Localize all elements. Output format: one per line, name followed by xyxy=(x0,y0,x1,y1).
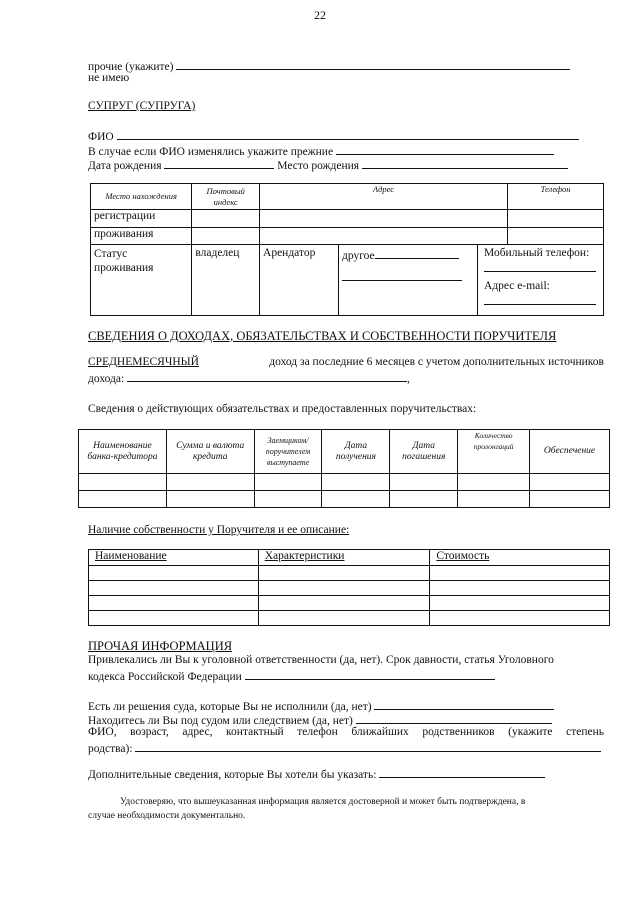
address-table-header xyxy=(91,184,604,210)
relatives-line1: ФИО, возраст, адрес, контактный телефон ближайших родственников (укажите степень xyxy=(88,726,604,738)
spouse-address-table xyxy=(90,183,604,316)
spouse-fio-label: ФИО xyxy=(88,131,114,143)
table-cell[interactable] xyxy=(258,566,430,581)
table-cell[interactable] xyxy=(89,611,259,626)
registration-address-cell[interactable] xyxy=(260,210,508,228)
table-cell[interactable] xyxy=(458,474,530,491)
property-header xyxy=(89,550,610,566)
additional-label: Дополнительные сведения, которые Вы хотели бы указать: xyxy=(88,769,377,781)
prop-header-name: Наименование xyxy=(95,550,167,562)
criminal-question-line1: Привлекались ли Вы к уголовной ответственности (да, нет). Срок давности, статья Уголовного xyxy=(88,654,554,666)
certification-text xyxy=(88,795,608,823)
table-row xyxy=(89,581,610,596)
table-cell[interactable] xyxy=(79,491,167,508)
additional-field[interactable] xyxy=(379,766,545,778)
obligations-table xyxy=(78,429,610,508)
ob-header-date-received: Дата получения xyxy=(322,430,390,474)
relatives-row2 xyxy=(88,740,608,755)
table-cell[interactable] xyxy=(254,491,322,508)
header-location: Место нахождения xyxy=(91,184,192,210)
status-other-option[interactable] xyxy=(339,245,478,315)
table-cell[interactable] xyxy=(430,611,610,626)
income-field[interactable] xyxy=(127,370,407,382)
spouse-birth-date-label: Дата рождения xyxy=(88,160,162,172)
status-owner-option[interactable]: владелец xyxy=(192,245,260,316)
spouse-section-title: СУПРУГ (СУПРУГА) xyxy=(88,100,196,112)
table-cell[interactable] xyxy=(254,474,322,491)
income-description: доход за последние 6 месяцев с учетом дополнительных источников xyxy=(269,356,604,368)
income-row xyxy=(88,356,604,368)
under-trial-label: Находитесь ли Вы под судом или следствием (да, нет) xyxy=(88,715,353,727)
table-cell[interactable] xyxy=(430,596,610,611)
status-other-label: другое xyxy=(342,250,375,262)
other-assets-label: прочие (укажите) xyxy=(88,61,174,73)
other-info-title: ПРОЧАЯ ИНФОРМАЦИЯ xyxy=(88,639,233,653)
registration-postal-cell[interactable] xyxy=(192,210,260,228)
ob-header-security: Обеспечение xyxy=(530,430,610,474)
email-field[interactable] xyxy=(484,292,596,305)
table-cell[interactable] xyxy=(390,491,458,508)
property-label: Наличие собственности у Поручителя и ее описание: xyxy=(88,524,350,536)
table-row xyxy=(89,596,610,611)
obligations-header xyxy=(79,430,610,474)
header-postal-code: Почтовый индекс xyxy=(192,184,260,210)
table-cell[interactable] xyxy=(258,596,430,611)
table-cell[interactable] xyxy=(458,491,530,508)
table-cell[interactable] xyxy=(89,566,259,581)
table-cell[interactable] xyxy=(530,474,610,491)
court-decisions-row xyxy=(88,698,608,713)
table-cell[interactable] xyxy=(258,611,430,626)
spouse-prev-fio-field[interactable] xyxy=(336,143,554,155)
prop-header-specs-cell xyxy=(258,550,430,566)
spouse-fio-row xyxy=(88,128,588,143)
table-cell[interactable] xyxy=(166,491,254,508)
table-cell[interactable] xyxy=(322,491,390,508)
additional-row xyxy=(88,766,608,781)
ob-header-prolongations: Количество пролонгаций xyxy=(458,430,530,474)
spouse-birth-date-field[interactable] xyxy=(164,157,274,169)
other-assets-field[interactable] xyxy=(176,58,570,70)
table-cell[interactable] xyxy=(79,474,167,491)
prop-header-value-cell xyxy=(430,550,610,566)
guarantor-section-title: СВЕДЕНИЯ О ДОХОДАХ, ОБЯЗАТЕЛЬСТВАХ И СОБСТВЕННОСТИ ПОРУЧИТЕЛЯ xyxy=(88,329,557,343)
table-cell[interactable] xyxy=(430,566,610,581)
row-status xyxy=(91,245,604,316)
relatives-line2: родства): xyxy=(88,743,133,755)
table-cell[interactable] xyxy=(89,581,259,596)
under-trial-row xyxy=(88,712,608,727)
table-cell[interactable] xyxy=(89,596,259,611)
table-cell[interactable] xyxy=(322,474,390,491)
criminal-question-row2 xyxy=(88,668,588,683)
table-cell[interactable] xyxy=(390,474,458,491)
spouse-fio-field[interactable] xyxy=(117,128,579,140)
table-cell[interactable] xyxy=(258,581,430,596)
spouse-birth-row xyxy=(88,157,588,172)
ob-header-amount: Сумма и валюта кредита xyxy=(166,430,254,474)
contact-cell xyxy=(478,245,603,315)
prop-header-name-cell xyxy=(89,550,259,566)
email-label: Адрес e-mail: xyxy=(484,280,550,292)
income-label: дохода: xyxy=(88,373,125,385)
table-row xyxy=(89,611,610,626)
header-address: Адрес xyxy=(260,184,508,210)
ob-header-date-repaid: Дата погашения xyxy=(390,430,458,474)
table-cell[interactable] xyxy=(430,581,610,596)
row-registration-label: регистрации xyxy=(91,210,192,228)
certification-line1: Удостоверяю, что вышеуказанная информация является достоверной и может быть подтверждена, в xyxy=(120,797,526,807)
status-other-field[interactable] xyxy=(375,247,459,259)
row-registration xyxy=(91,210,604,228)
under-trial-field[interactable] xyxy=(356,712,552,724)
prop-header-value: Стоимость xyxy=(436,550,490,562)
ob-header-role: Заемщиком/ поручителем выступаете xyxy=(254,430,322,474)
table-row xyxy=(79,491,610,508)
prop-header-specs: Характеристики xyxy=(264,550,345,562)
status-other-field-2[interactable] xyxy=(342,268,462,281)
status-options-cell xyxy=(260,245,604,316)
other-assets-row xyxy=(88,58,588,73)
status-label: Статус проживания xyxy=(91,245,192,316)
income-row-2: дохода: , xyxy=(88,370,588,385)
criminal-question-line2: кодекса Российской Федерации xyxy=(88,671,242,683)
registration-phone-cell[interactable] xyxy=(508,210,604,228)
page-number: 22 xyxy=(314,8,326,22)
row-residence-label: проживания xyxy=(91,228,192,245)
table-row xyxy=(89,566,610,581)
table-cell[interactable] xyxy=(530,491,610,508)
residence-phone-cell[interactable] xyxy=(508,228,604,245)
certification-line2: случае необходимости документально. xyxy=(88,811,246,821)
property-table xyxy=(88,549,610,626)
none-label: не имею xyxy=(88,72,130,84)
mobile-phone-field[interactable] xyxy=(484,259,596,272)
residence-address-cell[interactable] xyxy=(260,228,508,245)
court-decisions-label: Есть ли решения суда, которые Вы не исполнили (да, нет) xyxy=(88,701,372,713)
status-tenant-option[interactable]: Арендатор xyxy=(260,245,339,315)
table-cell[interactable] xyxy=(166,474,254,491)
header-phone: Телефон xyxy=(508,184,604,210)
spouse-birth-place-label: Место рождения xyxy=(277,160,360,172)
table-row xyxy=(79,474,610,491)
mobile-phone-label: Мобильный телефон: xyxy=(484,247,590,259)
obligations-label: Сведения о действующих обязательствах и предоставленных поручительствах: xyxy=(88,403,477,415)
income-monthly-word: СРЕДНЕМЕСЯЧНЫЙ xyxy=(88,356,199,368)
court-decisions-field[interactable] xyxy=(374,698,554,710)
spouse-prev-fio-label: В случае если ФИО изменялись укажите прежние xyxy=(88,146,334,158)
spouse-prev-fio-row xyxy=(88,143,588,158)
row-residence xyxy=(91,228,604,245)
spouse-birth-place-field[interactable] xyxy=(362,157,568,169)
ob-header-bank: Наименование банка-кредитора xyxy=(79,430,167,474)
criminal-field[interactable] xyxy=(245,668,495,680)
residence-postal-cell[interactable] xyxy=(192,228,260,245)
relatives-field[interactable] xyxy=(135,740,601,752)
